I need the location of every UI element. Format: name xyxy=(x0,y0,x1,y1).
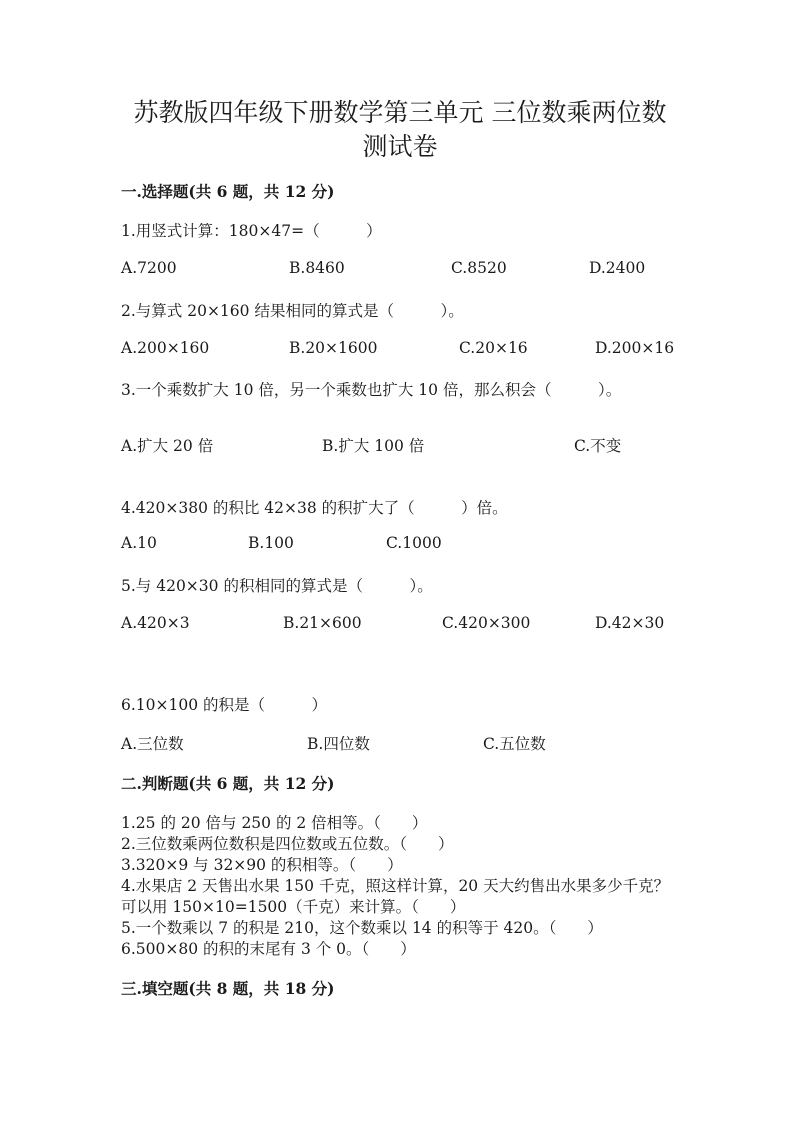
option-2c: C.20×16 xyxy=(459,339,528,357)
option-4a: A.10 xyxy=(121,534,157,552)
judgment-line-1: 1.25 的 20 倍与 250 的 2 倍相等。（ ） xyxy=(121,814,428,832)
option-3b: B.扩大 100 倍 xyxy=(322,437,425,455)
question-5: 5.与 420×30 的积相同的算式是（ ）。 xyxy=(121,577,433,595)
judgment-line-3: 3.320×9 与 32×90 的积相等。（ ） xyxy=(121,856,403,874)
page-title-line-1: 苏教版四年级下册数学第三单元 三位数乘两位数 xyxy=(133,98,667,127)
option-3a: A.扩大 20 倍 xyxy=(121,437,214,455)
page-title-line-2: 测试卷 xyxy=(362,132,438,161)
question-1: 1.用竖式计算：180×47=（ ） xyxy=(121,222,382,240)
option-1c: C.8520 xyxy=(451,259,507,277)
section-heading-choice: 一.选择题(共 6 题，共 12 分) xyxy=(121,182,335,201)
option-1d: D.2400 xyxy=(589,259,646,277)
option-6a: A.三位数 xyxy=(121,735,184,753)
option-4b: B.100 xyxy=(248,534,294,552)
question-2: 2.与算式 20×160 结果相同的算式是（ ）。 xyxy=(121,302,464,320)
judgment-line-2: 2.三位数乘两位数积是四位数或五位数。（ ） xyxy=(121,835,454,853)
judgment-line-4: 4.水果店 2 天售出水果 150 千克，照这样计算，20 天大约售出水果多少千克？ xyxy=(121,877,670,895)
option-2d: D.200×16 xyxy=(595,339,675,357)
option-1a: A.7200 xyxy=(121,259,177,277)
option-2b: B.20×1600 xyxy=(289,339,378,357)
question-4: 4.420×380 的积比 42×38 的积扩大了（ ）倍。 xyxy=(121,499,508,517)
option-6b: B.四位数 xyxy=(307,735,370,753)
question-6: 6.10×100 的积是（ ） xyxy=(121,696,328,714)
judgment-line-5: 5.一个数乘以 7 的积是 210，这个数乘以 14 的积等于 420。（ ） xyxy=(121,919,603,937)
option-5a: A.420×3 xyxy=(121,614,190,632)
option-3c: C.不变 xyxy=(574,437,622,455)
option-4c: C.1000 xyxy=(386,534,442,552)
judgment-line-6: 6.500×80 的积的末尾有 3 个 0。（ ） xyxy=(121,940,416,958)
section-heading-fill-blank: 三.填空题(共 8 题，共 18 分) xyxy=(121,979,335,998)
option-5b: B.21×600 xyxy=(283,614,362,632)
question-3: 3.一个乘数扩大 10 倍，另一个乘数也扩大 10 倍，那么积会（ ）。 xyxy=(121,381,622,399)
section-heading-judgment: 二.判断题(共 6 题，共 12 分) xyxy=(121,774,335,793)
option-1b: B.8460 xyxy=(289,259,345,277)
option-5c: C.420×300 xyxy=(442,614,531,632)
option-2a: A.200×160 xyxy=(121,339,210,357)
judgment-line-4-cont: 可以用 150×10=1500（千克）来计算。（ ） xyxy=(121,898,466,916)
option-5d: D.42×30 xyxy=(595,614,665,632)
option-6c: C.五位数 xyxy=(483,735,546,753)
